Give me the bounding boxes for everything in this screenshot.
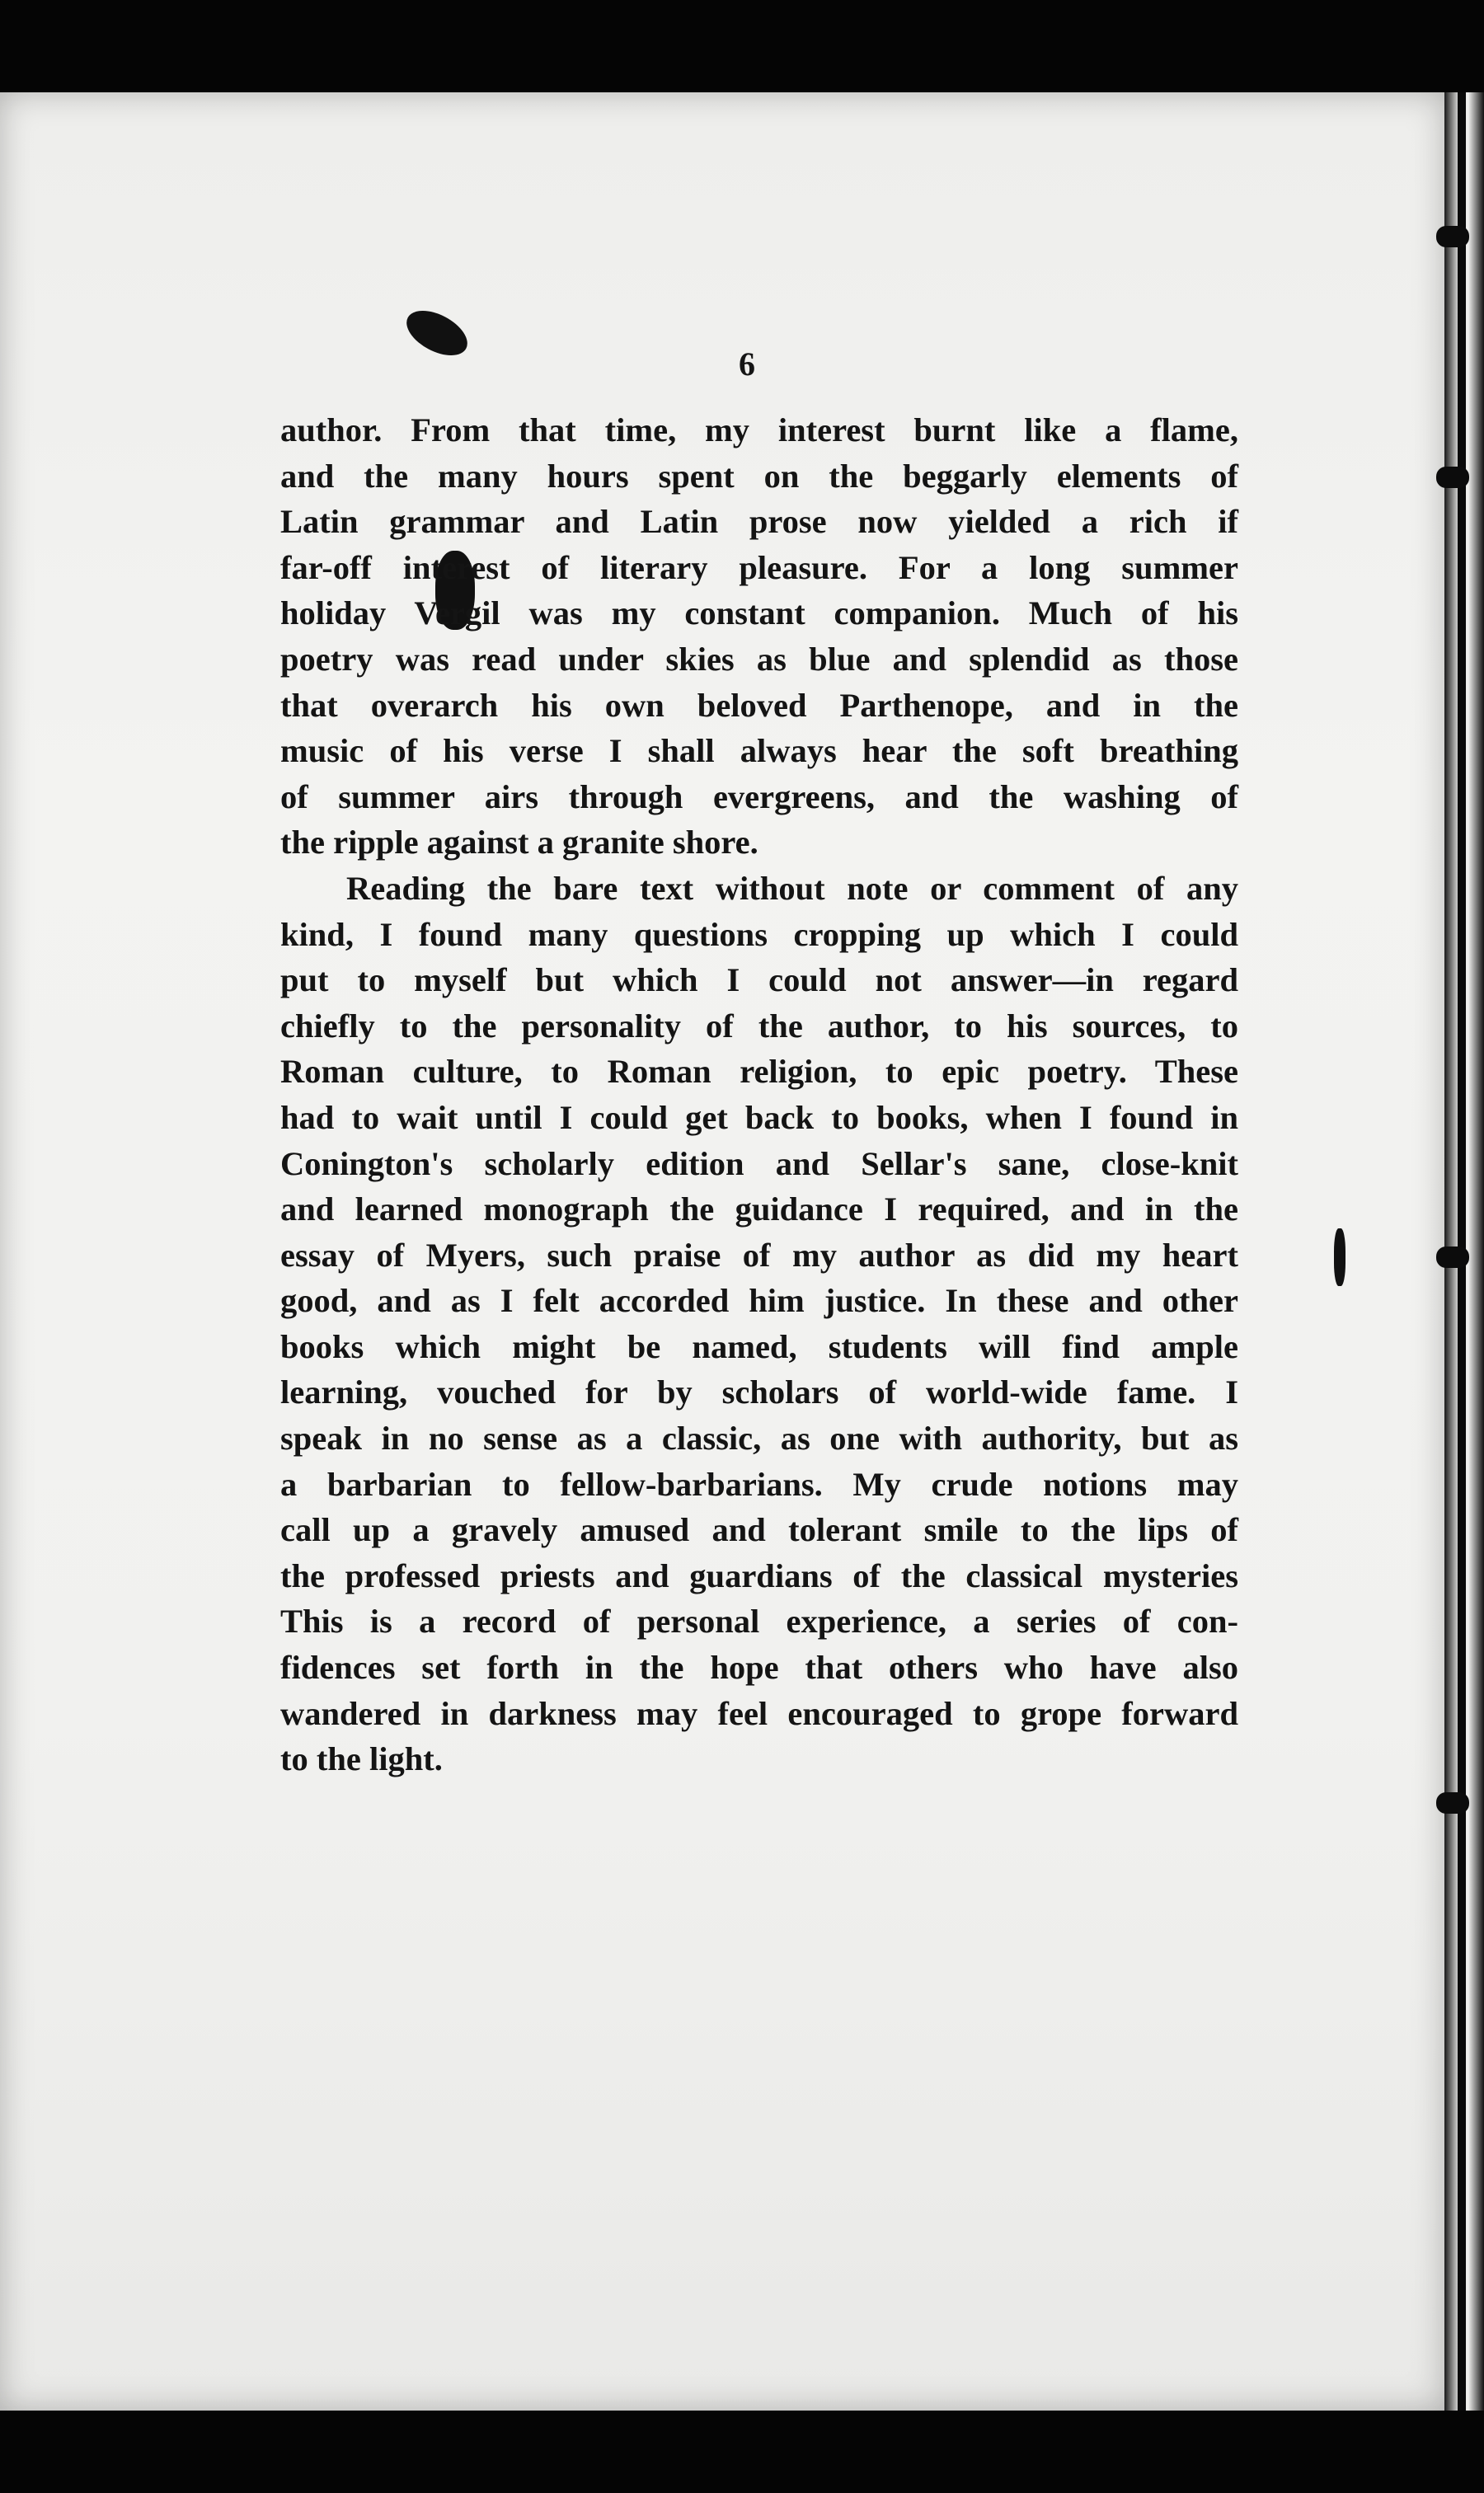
- text-line: speak in no sense as a classic, as one with authority, but as: [280, 1420, 1238, 1458]
- text-line: music of his verse I shall always hear the soft breathing: [280, 732, 1238, 770]
- text-line: Reading the bare text without note or comment of any: [346, 869, 1238, 907]
- text-line: and learned monograph the guidance I required, and in the: [280, 1190, 1238, 1228]
- text-line: a barbarian to fellow-barbarians. My crude notions may: [280, 1465, 1238, 1503]
- text-line: that overarch his own beloved Parthenope, and in the: [280, 686, 1238, 724]
- text-line: good, and as I felt accorded him justice. In these and other: [280, 1282, 1238, 1320]
- text-line: had to wait until I could get back to books, when I found in: [280, 1098, 1238, 1136]
- page-number: 6: [739, 345, 755, 383]
- text-line: kind, I found many questions cropping up which I could: [280, 915, 1238, 953]
- text-line: far-off interest of literary pleasure. For a long summer: [280, 548, 1238, 586]
- text-line: call up a gravely amused and tolerant smile to the lips of: [280, 1511, 1238, 1549]
- text-line: chiefly to the personality of the author, to his sources, to: [280, 1007, 1238, 1045]
- text-line: wandered in darkness may feel encouraged to grope forward: [280, 1694, 1238, 1732]
- binding-mark: [1436, 1792, 1469, 1814]
- body-text: [280, 407, 1238, 1782]
- text-line: put to myself but which I could not answer—in regard: [280, 961, 1238, 999]
- binding-mark: [1436, 467, 1469, 488]
- binding-mark: [1436, 1246, 1469, 1268]
- text-line: author. From that time, my interest burnt like a flame,: [280, 411, 1238, 448]
- text-line: to the light.: [280, 1740, 443, 1778]
- ink-mark: [1334, 1228, 1345, 1286]
- paragraph: [280, 866, 1238, 1782]
- text-line: holiday Vergil was my constant companion. Much of his: [280, 594, 1238, 632]
- text-line: Conington's scholarly edition and Sellar's sane, close-knit: [280, 1144, 1238, 1182]
- text-line: and the many hours spent on the beggarly elements of: [280, 457, 1238, 495]
- paragraph: [280, 407, 1238, 866]
- text-line: fidences set forth in the hope that others who have also: [280, 1649, 1238, 1687]
- text-line: of summer airs through evergreens, and the washing of: [280, 777, 1238, 815]
- text-line: books which might be named, students will find ample: [280, 1327, 1238, 1365]
- binding-mark: [1436, 226, 1469, 247]
- text-line: This is a record of personal experience, a series of con-: [280, 1603, 1238, 1641]
- text-line: learning, vouched for by scholars of world-wide fame. I: [280, 1373, 1238, 1411]
- text-line: Latin grammar and Latin prose now yielded a rich if: [280, 503, 1238, 541]
- text-line: essay of Myers, such praise of my author as did my heart: [280, 1236, 1238, 1274]
- text-line: the ripple against a granite shore.: [280, 824, 758, 862]
- text-line: poetry was read under skies as blue and splendid as those: [280, 640, 1238, 678]
- text-line: the professed priests and guardians of the classical mysteries: [280, 1556, 1238, 1594]
- text-line: Roman culture, to Roman religion, to epic poetry. These: [280, 1053, 1238, 1091]
